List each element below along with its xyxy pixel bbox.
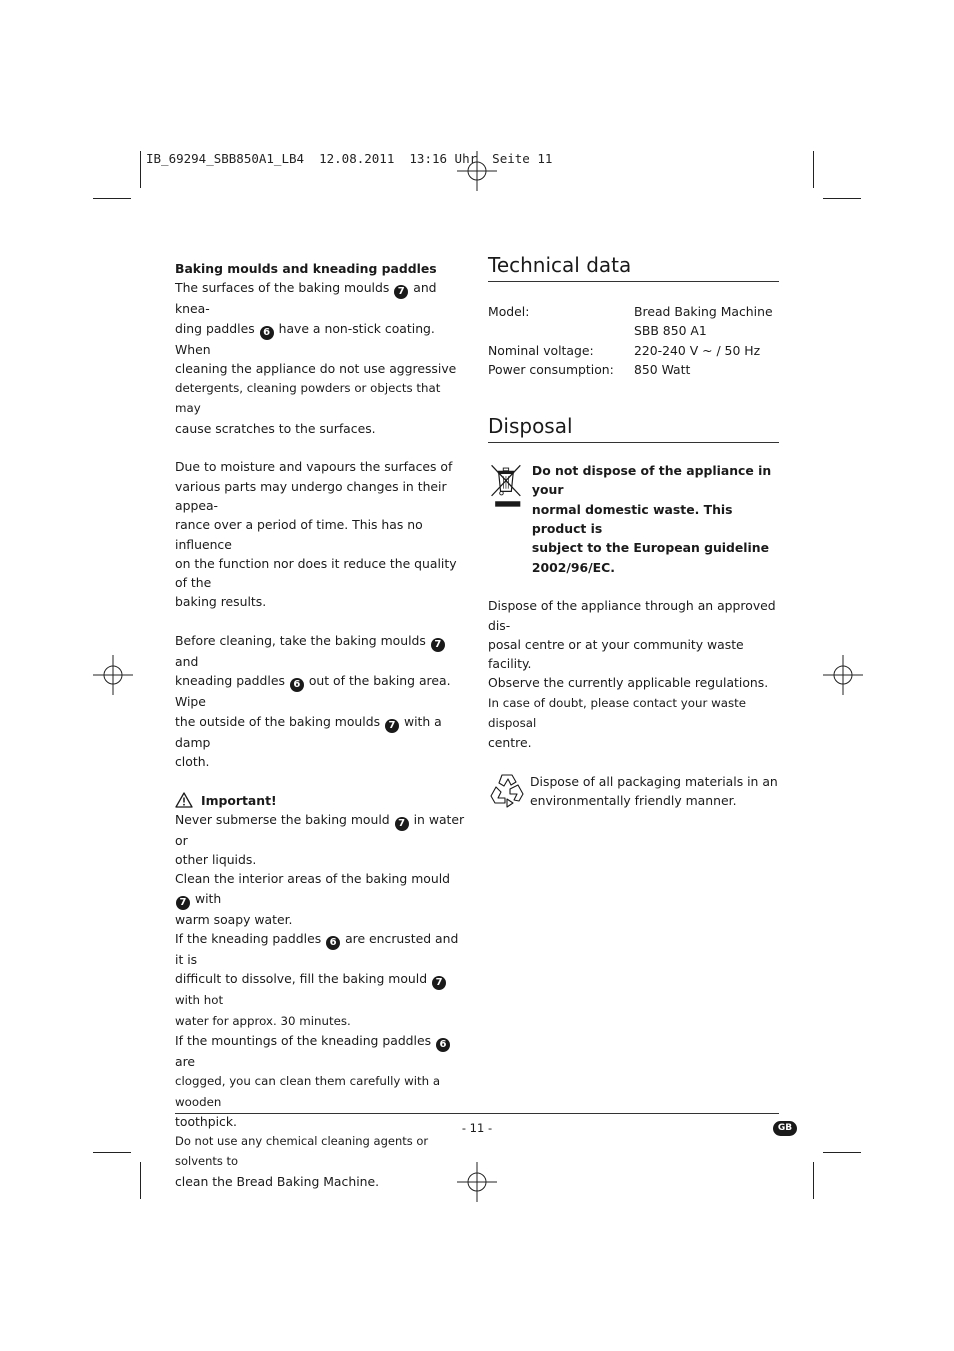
part-number-badge: 6 bbox=[436, 1038, 450, 1052]
crop-mark-top-left-v bbox=[140, 151, 141, 188]
part-number-badge: 6 bbox=[260, 326, 274, 340]
page-number: - 11 - bbox=[461, 1121, 493, 1135]
part-number-badge: 6 bbox=[290, 678, 304, 692]
disposal-title: Disposal bbox=[488, 412, 779, 443]
part-number-badge: 7 bbox=[431, 638, 445, 652]
part-number-badge: 7 bbox=[395, 817, 409, 831]
weee-warning bbox=[488, 461, 779, 577]
spec-power-value: 850 Watt bbox=[634, 361, 691, 377]
crop-mark-top-right-h bbox=[823, 198, 861, 199]
weee-warning-text: Do not dispose of the appliance in your normal domestic waste. This product is subject to the European guideline 2002/96/EC. bbox=[531, 463, 772, 575]
registration-mark-left bbox=[93, 655, 133, 695]
print-slug: IB_69294_SBB850A1_LB4 12.08.2011 13:16 Uhr Seite 11 bbox=[146, 151, 553, 166]
spec-model-number: SBB 850 A1 bbox=[634, 323, 707, 339]
paragraph-moisture: Due to moisture and vapours the surfaces of various parts may undergo changes in their appea- rance over a period of time. This has no influence on the function nor does it reduce the quality of the baking results. bbox=[175, 459, 457, 610]
right-column bbox=[488, 251, 779, 811]
technical-specs bbox=[488, 302, 779, 379]
crop-mark-bottom-right-h bbox=[823, 1152, 861, 1153]
important-notes: Never submerse the baking mould 7 in water or other liquids. Clean the interior areas of the baking mould 7 with warm soapy water. If the kneading paddles 6 are encrusted and it is difficult to dissolve, fill the baking mould 7 with hot water for approx. 30 minutes. If the mountings of the kneading paddles 6 are clogged, you can clean them carefully with a wooden toothpick. Do not use any chemical cleaning agents or solvents to clean the Bread Baking Machine. bbox=[175, 811, 465, 1189]
crop-mark-bottom-right-v bbox=[813, 1162, 814, 1199]
crop-mark-bottom-left-v bbox=[140, 1162, 141, 1199]
crop-mark-top-right-v bbox=[813, 151, 814, 188]
language-badge: GB bbox=[773, 1121, 797, 1136]
technical-data-title: Technical data bbox=[488, 251, 779, 282]
warning-triangle-icon bbox=[175, 792, 193, 808]
section-heading-baking-moulds: Baking moulds and kneading paddles bbox=[175, 261, 437, 276]
registration-mark-right bbox=[823, 655, 863, 695]
spec-model-label: Model: bbox=[488, 304, 530, 319]
spec-voltage-value: 220-240 V ~ / 50 Hz bbox=[634, 342, 761, 358]
part-number-badge: 7 bbox=[176, 896, 190, 910]
registration-mark-top bbox=[457, 151, 497, 191]
spec-model-value: Bread Baking Machine bbox=[634, 304, 773, 319]
footer-rule bbox=[175, 1113, 779, 1114]
crop-mark-bottom-left-h bbox=[93, 1152, 131, 1153]
crop-mark-top-left-h bbox=[93, 198, 131, 199]
disposal-paragraph: Dispose of the appliance through an approved dis- posal centre or at your community waste facility. Observe the currently applicable regulations. In case of doubt, please contact your waste disposal centre. bbox=[488, 598, 776, 751]
important-heading: Important! bbox=[175, 791, 467, 810]
spec-power-label: Power consumption: bbox=[488, 361, 614, 377]
packaging-disposal bbox=[488, 772, 779, 811]
part-number-badge: 7 bbox=[394, 285, 408, 299]
part-number-badge: 7 bbox=[432, 976, 446, 990]
spec-voltage-label: Nominal voltage: bbox=[488, 342, 594, 358]
paragraph-surfaces: The surfaces of the baking moulds 7 and knea- ding paddles 6 have a non-stick coating. When cleaning the appliance do not use aggressive detergents, cleaning powders or objects that may cause scratches to the surfaces. bbox=[175, 280, 457, 436]
packaging-text: Dispose of all packaging materials in an environmentally friendly manner. bbox=[530, 773, 778, 809]
part-number-badge: 7 bbox=[385, 719, 399, 733]
part-number-badge: 6 bbox=[326, 936, 340, 950]
left-column bbox=[175, 259, 467, 1191]
paragraph-before-cleaning: Before cleaning, take the baking moulds 7 and kneading paddles 6 out of the baking area. Wipe the outside of the baking moulds 7 with a damp cloth. bbox=[175, 633, 451, 769]
recycling-icon bbox=[488, 772, 526, 808]
crossed-out-bin-icon bbox=[488, 461, 524, 511]
